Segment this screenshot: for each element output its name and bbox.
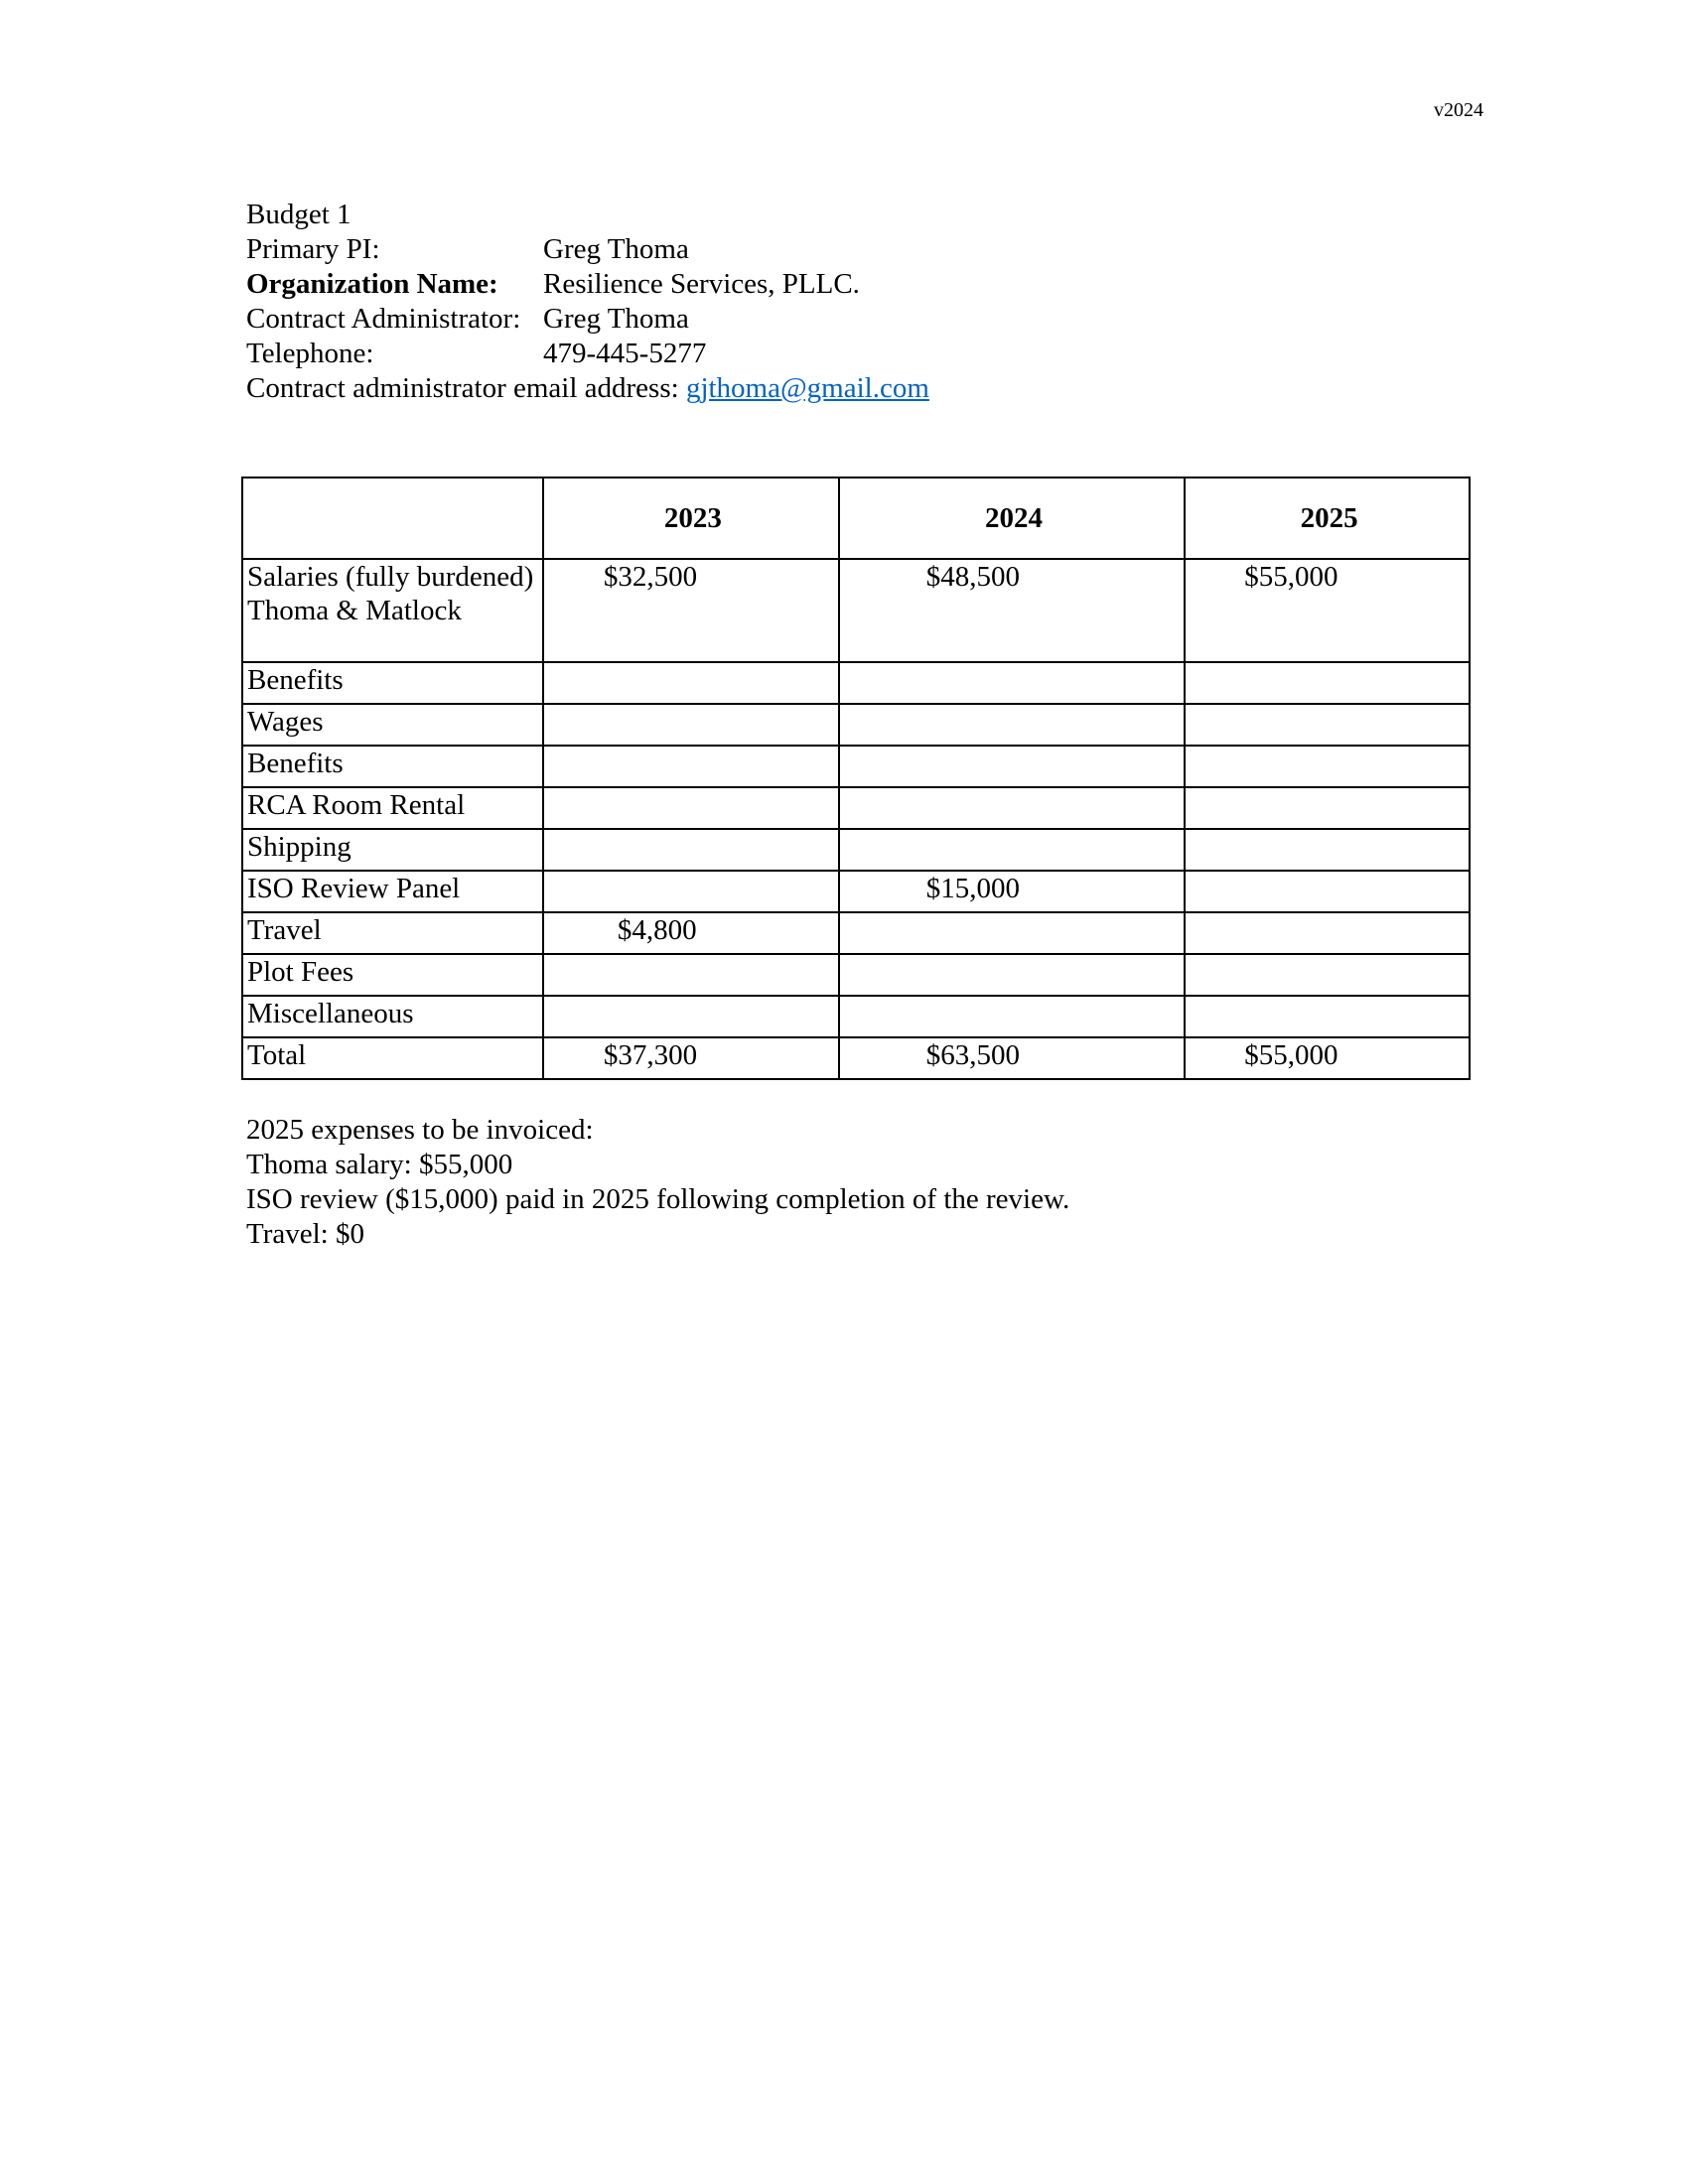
row-label-cell: RCA Room Rental (242, 787, 543, 829)
table-row (242, 704, 1470, 746)
amount-cell (1185, 746, 1470, 787)
row-label-cell: Wages (242, 704, 543, 746)
amount-cell (839, 704, 1186, 746)
notes-line: 2025 expenses to be invoiced: (246, 1114, 594, 1146)
amount-cell (839, 954, 1186, 996)
email-row (246, 371, 929, 406)
amount-cell (1185, 787, 1470, 829)
table-row (242, 954, 1470, 996)
amount-cell (543, 996, 839, 1037)
header-cell-2023: 2023 (543, 478, 839, 559)
amount-cell (839, 1037, 1186, 1079)
email-label: Contract administrator email address: (246, 372, 686, 404)
row-label-cell: Shipping (242, 829, 543, 871)
row-label-cell: Miscellaneous (242, 996, 543, 1037)
contract-admin-label: Contract Administrator: (246, 303, 521, 335)
primary-pi-value: Greg Thoma (543, 233, 689, 265)
amount-cell (1185, 662, 1470, 704)
table-row (242, 871, 1470, 912)
telephone-row (246, 337, 929, 371)
amount-cell (839, 662, 1186, 704)
amount-cell (1185, 1037, 1470, 1079)
amount-cell (543, 746, 839, 787)
amount-cell (1185, 871, 1470, 912)
amount-cell (1185, 829, 1470, 871)
budget-table (241, 477, 1471, 1080)
row-label-cell: Benefits (242, 662, 543, 704)
amount-cell (839, 871, 1186, 912)
table-row (242, 1037, 1470, 1079)
contract-admin-row (246, 302, 929, 337)
amount-value: $55,000 (1244, 1039, 1338, 1071)
notes-line: ISO review ($15,000) paid in 2025 following completion of the review. (246, 1183, 1070, 1215)
amount-cell (839, 996, 1186, 1037)
amount-value: $48,500 (925, 561, 1020, 593)
telephone-label: Telephone: (246, 338, 374, 369)
amount-value: $63,500 (925, 1039, 1020, 1071)
notes-line: Thoma salary: $55,000 (246, 1149, 513, 1180)
table-row (242, 912, 1470, 954)
amount-cell (1185, 912, 1470, 954)
row-label-cell: Salaries (fully burdened) Thoma & Matlock (242, 559, 543, 662)
budget-table-body (242, 559, 1470, 1079)
amount-value: $37,300 (603, 1039, 698, 1071)
budget-title: Budget 1 (246, 199, 352, 230)
row-label-cell: Travel (242, 912, 543, 954)
amount-cell (543, 662, 839, 704)
table-row (242, 662, 1470, 704)
table-header-row (242, 478, 1470, 559)
amount-cell (543, 829, 839, 871)
amount-cell (1185, 996, 1470, 1037)
telephone-value: 479-445-5277 (543, 338, 707, 369)
header-cell-2024: 2024 (839, 478, 1186, 559)
table-row (242, 829, 1470, 871)
table-row (242, 559, 1470, 662)
amount-cell (543, 912, 839, 954)
amount-cell (543, 954, 839, 996)
email-link[interactable]: gjthoma@gmail.com (685, 372, 929, 404)
amount-cell (1185, 954, 1470, 996)
amount-value: $55,000 (1244, 561, 1338, 593)
row-label-cell: Benefits (242, 746, 543, 787)
amount-value: $32,500 (603, 561, 698, 593)
amount-cell (839, 559, 1186, 662)
table-row (242, 746, 1470, 787)
amount-cell (543, 559, 839, 662)
budget-info (246, 198, 929, 406)
organization-row (246, 267, 929, 302)
amount-value: $15,000 (925, 873, 1020, 904)
amount-cell (1185, 704, 1470, 746)
amount-value: $4,800 (617, 914, 697, 946)
organization-label: Organization Name: (246, 268, 498, 300)
primary-pi-label: Primary PI: (246, 233, 380, 265)
row-label-cell: Plot Fees (242, 954, 543, 996)
organization-value: Resilience Services, PLLC. (543, 268, 860, 300)
header-cell-2025: 2025 (1185, 478, 1470, 559)
amount-cell (839, 787, 1186, 829)
amount-cell (543, 871, 839, 912)
amount-cell (839, 829, 1186, 871)
amount-cell (1185, 559, 1470, 662)
version-label: v2024 (1434, 99, 1483, 121)
amount-cell (543, 787, 839, 829)
amount-cell (839, 746, 1186, 787)
notes-line: Travel: $0 (246, 1218, 364, 1250)
amount-cell (839, 912, 1186, 954)
table-row (242, 996, 1470, 1037)
header-cell-blank (242, 478, 543, 559)
contract-admin-value: Greg Thoma (543, 303, 689, 335)
primary-pi-row (246, 232, 929, 267)
row-label-cell: Total (242, 1037, 543, 1079)
amount-cell (543, 1037, 839, 1079)
notes-section (246, 1113, 1069, 1252)
table-row (242, 787, 1470, 829)
row-label-cell: ISO Review Panel (242, 871, 543, 912)
amount-cell (543, 704, 839, 746)
